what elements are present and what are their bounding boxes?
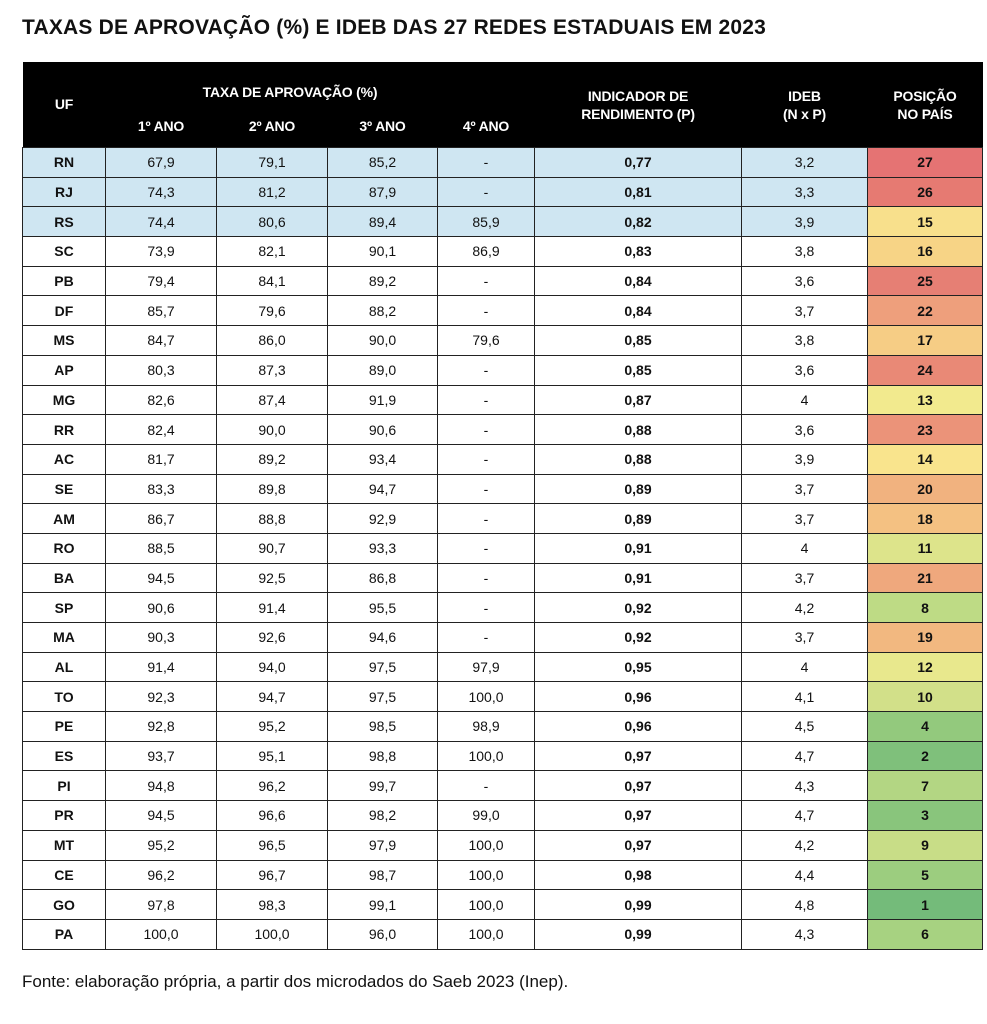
cell-uf: BA — [23, 563, 106, 593]
table-row — [23, 771, 983, 801]
table-row — [23, 563, 983, 593]
cell-uf: MG — [23, 385, 106, 415]
cell-ano2: 86,0 — [217, 326, 328, 356]
cell-uf: AM — [23, 504, 106, 534]
cell-posicao: 9 — [868, 830, 983, 860]
cell-posicao: 18 — [868, 504, 983, 534]
cell-posicao: 7 — [868, 771, 983, 801]
source-note: Fonte: elaboração própria, a partir dos microdados do Saeb 2023 (Inep). — [22, 972, 569, 991]
cell-ano4: 99,0 — [438, 801, 535, 831]
cell-posicao: 26 — [868, 177, 983, 207]
cell-ano2: 92,6 — [217, 623, 328, 653]
cell-ano2: 79,1 — [217, 148, 328, 178]
cell-ano3: 92,9 — [328, 504, 438, 534]
cell-ano4: - — [438, 444, 535, 474]
cell-uf: AL — [23, 652, 106, 682]
cell-ano1: 67,9 — [106, 148, 217, 178]
cell-indicador: 0,96 — [535, 712, 742, 742]
header-posicao — [868, 62, 983, 148]
cell-ano3: 90,1 — [328, 237, 438, 267]
header-ano1 — [106, 105, 217, 148]
cell-ano1: 90,3 — [106, 623, 217, 653]
cell-ano1: 82,6 — [106, 385, 217, 415]
cell-ano4: - — [438, 533, 535, 563]
cell-ano3: 87,9 — [328, 177, 438, 207]
cell-indicador: 0,98 — [535, 860, 742, 890]
cell-ideb: 3,8 — [742, 326, 868, 356]
cell-ideb: 4,7 — [742, 801, 868, 831]
cell-ano1: 82,4 — [106, 415, 217, 445]
table-row — [23, 682, 983, 712]
table-row — [23, 326, 983, 356]
table-row — [23, 474, 983, 504]
cell-ideb: 4,2 — [742, 593, 868, 623]
cell-ideb: 4,3 — [742, 771, 868, 801]
cell-ideb: 4,5 — [742, 712, 868, 742]
cell-ano1: 74,4 — [106, 207, 217, 237]
cell-ano1: 97,8 — [106, 890, 217, 920]
cell-indicador: 0,92 — [535, 623, 742, 653]
header-uf — [23, 62, 106, 148]
table-row — [23, 237, 983, 267]
cell-posicao: 14 — [868, 444, 983, 474]
cell-uf: PE — [23, 712, 106, 742]
cell-ano3: 90,6 — [328, 415, 438, 445]
cell-ano1: 94,8 — [106, 771, 217, 801]
cell-posicao: 8 — [868, 593, 983, 623]
cell-posicao: 5 — [868, 860, 983, 890]
cell-ano3: 97,5 — [328, 682, 438, 712]
cell-ano2: 87,4 — [217, 385, 328, 415]
cell-ano2: 92,5 — [217, 563, 328, 593]
cell-indicador: 0,88 — [535, 444, 742, 474]
cell-ano4: - — [438, 415, 535, 445]
cell-ano2: 95,2 — [217, 712, 328, 742]
cell-ano3: 98,7 — [328, 860, 438, 890]
table-row — [23, 860, 983, 890]
cell-ano2: 94,0 — [217, 652, 328, 682]
cell-ano1: 88,5 — [106, 533, 217, 563]
cell-posicao: 2 — [868, 741, 983, 771]
cell-posicao: 22 — [868, 296, 983, 326]
header-ano2-label: 2º ANO — [248, 117, 296, 134]
cell-posicao: 27 — [868, 148, 983, 178]
cell-indicador: 0,82 — [535, 207, 742, 237]
header-ideb-line1: IDEB — [788, 87, 821, 104]
cell-ano1: 100,0 — [106, 919, 217, 949]
cell-uf: SE — [23, 474, 106, 504]
cell-ano1: 81,7 — [106, 444, 217, 474]
cell-ideb: 4,2 — [742, 830, 868, 860]
cell-uf: AC — [23, 444, 106, 474]
cell-ano3: 94,7 — [328, 474, 438, 504]
cell-uf: RR — [23, 415, 106, 445]
table-row — [23, 741, 983, 771]
cell-indicador: 0,81 — [535, 177, 742, 207]
cell-ano2: 96,6 — [217, 801, 328, 831]
cell-ano3: 89,4 — [328, 207, 438, 237]
table-row — [23, 355, 983, 385]
cell-ano2: 87,3 — [217, 355, 328, 385]
cell-posicao: 21 — [868, 563, 983, 593]
cell-indicador: 0,88 — [535, 415, 742, 445]
cell-uf: PI — [23, 771, 106, 801]
table-row — [23, 415, 983, 445]
cell-posicao: 23 — [868, 415, 983, 445]
cell-ano4: - — [438, 177, 535, 207]
cell-ano3: 89,0 — [328, 355, 438, 385]
cell-uf: AP — [23, 355, 106, 385]
cell-indicador: 0,91 — [535, 563, 742, 593]
table-row — [23, 207, 983, 237]
header-indicador-line1: INDICADOR DE — [587, 87, 689, 104]
cell-uf: TO — [23, 682, 106, 712]
cell-ano4: - — [438, 771, 535, 801]
cell-ano3: 99,1 — [328, 890, 438, 920]
cell-ano3: 85,2 — [328, 148, 438, 178]
cell-ideb: 4,8 — [742, 890, 868, 920]
cell-ano2: 96,2 — [217, 771, 328, 801]
cell-ideb: 4,1 — [742, 682, 868, 712]
table-row — [23, 533, 983, 563]
cell-ano2: 95,1 — [217, 741, 328, 771]
cell-ano3: 94,6 — [328, 623, 438, 653]
header-indicador-line2: RENDIMENTO (P) — [581, 105, 695, 122]
cell-indicador: 0,97 — [535, 801, 742, 831]
cell-ano3: 97,5 — [328, 652, 438, 682]
cell-ideb: 3,2 — [742, 148, 868, 178]
cell-uf: RS — [23, 207, 106, 237]
header-posicao-line2: NO PAÍS — [897, 105, 953, 122]
cell-uf: ES — [23, 741, 106, 771]
cell-posicao: 13 — [868, 385, 983, 415]
table-row — [23, 712, 983, 742]
cell-ano4: 100,0 — [438, 919, 535, 949]
cell-posicao: 4 — [868, 712, 983, 742]
cell-indicador: 0,91 — [535, 533, 742, 563]
header-indicador — [535, 62, 742, 148]
cell-uf: SC — [23, 237, 106, 267]
table-title: TAXAS DE APROVAÇÃO (%) E IDEB DAS 27 REDES ESTADUAIS EM 2023 — [22, 16, 767, 39]
cell-uf: CE — [23, 860, 106, 890]
cell-ano1: 83,3 — [106, 474, 217, 504]
cell-ano2: 100,0 — [217, 919, 328, 949]
table-row — [23, 385, 983, 415]
cell-ano2: 90,0 — [217, 415, 328, 445]
cell-uf: MT — [23, 830, 106, 860]
cell-uf: RO — [23, 533, 106, 563]
cell-posicao: 6 — [868, 919, 983, 949]
cell-ano4: 100,0 — [438, 890, 535, 920]
cell-posicao: 25 — [868, 266, 983, 296]
cell-ano4: - — [438, 385, 535, 415]
cell-indicador: 0,92 — [535, 593, 742, 623]
cell-ano1: 92,8 — [106, 712, 217, 742]
cell-ano4: - — [438, 474, 535, 504]
cell-ano2: 96,5 — [217, 830, 328, 860]
cell-ano3: 99,7 — [328, 771, 438, 801]
header-ano2 — [217, 105, 328, 148]
cell-indicador: 0,84 — [535, 266, 742, 296]
header-ano1-label: 1º ANO — [137, 117, 185, 134]
cell-ano4: 97,9 — [438, 652, 535, 682]
cell-posicao: 24 — [868, 355, 983, 385]
cell-ano2: 79,6 — [217, 296, 328, 326]
table-row — [23, 266, 983, 296]
cell-ano4: 100,0 — [438, 741, 535, 771]
header-ano4 — [438, 105, 535, 148]
cell-uf: MS — [23, 326, 106, 356]
cell-indicador: 0,89 — [535, 504, 742, 534]
cell-indicador: 0,99 — [535, 919, 742, 949]
table-row — [23, 504, 983, 534]
cell-ano3: 91,9 — [328, 385, 438, 415]
cell-ano3: 89,2 — [328, 266, 438, 296]
cell-ano2: 91,4 — [217, 593, 328, 623]
cell-ano3: 90,0 — [328, 326, 438, 356]
cell-ano4: 100,0 — [438, 830, 535, 860]
cell-ano1: 90,6 — [106, 593, 217, 623]
cell-uf: GO — [23, 890, 106, 920]
table-body — [23, 148, 983, 950]
table-row — [23, 801, 983, 831]
cell-ano1: 84,7 — [106, 326, 217, 356]
cell-posicao: 19 — [868, 623, 983, 653]
cell-posicao: 20 — [868, 474, 983, 504]
cell-ano1: 94,5 — [106, 563, 217, 593]
cell-ano4: - — [438, 266, 535, 296]
header-uf-label: UF — [54, 96, 74, 112]
cell-ideb: 3,7 — [742, 504, 868, 534]
cell-ideb: 4 — [742, 652, 868, 682]
cell-ideb: 3,3 — [742, 177, 868, 207]
cell-uf: DF — [23, 296, 106, 326]
cell-indicador: 0,99 — [535, 890, 742, 920]
table-row — [23, 890, 983, 920]
cell-ano4: - — [438, 504, 535, 534]
cell-uf: RN — [23, 148, 106, 178]
cell-ano2: 89,2 — [217, 444, 328, 474]
header-ideb-line2: (N x P) — [783, 105, 826, 122]
cell-ideb: 3,9 — [742, 444, 868, 474]
cell-ano4: - — [438, 355, 535, 385]
header-ano4-label: 4º ANO — [462, 117, 510, 134]
cell-ano3: 98,8 — [328, 741, 438, 771]
cell-ano3: 96,0 — [328, 919, 438, 949]
header-ano3 — [328, 105, 438, 148]
cell-ideb: 4,3 — [742, 919, 868, 949]
cell-indicador: 0,95 — [535, 652, 742, 682]
cell-uf: PR — [23, 801, 106, 831]
table-row — [23, 623, 983, 653]
cell-ano3: 88,2 — [328, 296, 438, 326]
cell-uf: MA — [23, 623, 106, 653]
table-row — [23, 177, 983, 207]
cell-ano2: 89,8 — [217, 474, 328, 504]
header-posicao-line1: POSIÇÃO — [893, 87, 957, 104]
cell-ano3: 93,4 — [328, 444, 438, 474]
cell-posicao: 16 — [868, 237, 983, 267]
cell-ideb: 3,8 — [742, 237, 868, 267]
cell-ano4: - — [438, 593, 535, 623]
cell-indicador: 0,83 — [535, 237, 742, 267]
cell-uf: PB — [23, 266, 106, 296]
header-taxa-group — [106, 62, 535, 105]
cell-ideb: 4 — [742, 385, 868, 415]
data-table — [22, 62, 983, 950]
cell-ano1: 74,3 — [106, 177, 217, 207]
cell-ano3: 86,8 — [328, 563, 438, 593]
cell-ano4: - — [438, 563, 535, 593]
cell-ano2: 94,7 — [217, 682, 328, 712]
table-row — [23, 593, 983, 623]
cell-ano4: - — [438, 148, 535, 178]
cell-ideb: 3,7 — [742, 296, 868, 326]
cell-ideb: 4,4 — [742, 860, 868, 890]
cell-ano2: 88,8 — [217, 504, 328, 534]
header-ano3-label: 3º ANO — [359, 117, 406, 134]
cell-ano2: 98,3 — [217, 890, 328, 920]
cell-ano1: 86,7 — [106, 504, 217, 534]
cell-ideb: 4 — [742, 533, 868, 563]
cell-ano4: 100,0 — [438, 682, 535, 712]
cell-ideb: 3,7 — [742, 563, 868, 593]
cell-ano1: 96,2 — [106, 860, 217, 890]
table-row — [23, 652, 983, 682]
cell-indicador: 0,97 — [535, 741, 742, 771]
cell-ano2: 82,1 — [217, 237, 328, 267]
cell-ideb: 3,6 — [742, 355, 868, 385]
cell-ano4: 79,6 — [438, 326, 535, 356]
cell-ano1: 95,2 — [106, 830, 217, 860]
cell-ano3: 98,5 — [328, 712, 438, 742]
cell-ano2: 81,2 — [217, 177, 328, 207]
cell-ano1: 93,7 — [106, 741, 217, 771]
cell-uf: RJ — [23, 177, 106, 207]
cell-ano2: 84,1 — [217, 266, 328, 296]
table-row — [23, 296, 983, 326]
cell-posicao: 10 — [868, 682, 983, 712]
cell-ano1: 92,3 — [106, 682, 217, 712]
cell-ano3: 98,2 — [328, 801, 438, 831]
cell-posicao: 1 — [868, 890, 983, 920]
cell-ideb: 3,7 — [742, 623, 868, 653]
cell-ano1: 73,9 — [106, 237, 217, 267]
cell-ano4: - — [438, 623, 535, 653]
cell-ano1: 80,3 — [106, 355, 217, 385]
cell-ideb: 3,7 — [742, 474, 868, 504]
cell-indicador: 0,77 — [535, 148, 742, 178]
table-row — [23, 830, 983, 860]
cell-posicao: 12 — [868, 652, 983, 682]
cell-ano3: 93,3 — [328, 533, 438, 563]
table-header — [23, 62, 983, 148]
cell-indicador: 0,85 — [535, 326, 742, 356]
cell-indicador: 0,97 — [535, 771, 742, 801]
cell-ano2: 90,7 — [217, 533, 328, 563]
cell-ano1: 85,7 — [106, 296, 217, 326]
cell-ideb: 3,6 — [742, 415, 868, 445]
cell-ano1: 79,4 — [106, 266, 217, 296]
cell-indicador: 0,87 — [535, 385, 742, 415]
cell-indicador: 0,84 — [535, 296, 742, 326]
table-row — [23, 148, 983, 178]
cell-ano4: 85,9 — [438, 207, 535, 237]
cell-ano4: 98,9 — [438, 712, 535, 742]
table-row — [23, 919, 983, 949]
cell-ideb: 3,6 — [742, 266, 868, 296]
cell-ano1: 91,4 — [106, 652, 217, 682]
cell-indicador: 0,89 — [535, 474, 742, 504]
cell-uf: SP — [23, 593, 106, 623]
cell-uf: PA — [23, 919, 106, 949]
cell-ano4: - — [438, 296, 535, 326]
cell-posicao: 17 — [868, 326, 983, 356]
cell-posicao: 15 — [868, 207, 983, 237]
cell-ano3: 97,9 — [328, 830, 438, 860]
cell-ideb: 4,7 — [742, 741, 868, 771]
table-row — [23, 444, 983, 474]
cell-ano2: 80,6 — [217, 207, 328, 237]
cell-ano1: 94,5 — [106, 801, 217, 831]
cell-posicao: 11 — [868, 533, 983, 563]
cell-ano4: 86,9 — [438, 237, 535, 267]
cell-indicador: 0,85 — [535, 355, 742, 385]
cell-ano3: 95,5 — [328, 593, 438, 623]
header-taxa-group-label: TAXA DE APROVAÇÃO (%) — [202, 83, 378, 100]
cell-ideb: 3,9 — [742, 207, 868, 237]
cell-ano2: 96,7 — [217, 860, 328, 890]
cell-ano4: 100,0 — [438, 860, 535, 890]
cell-indicador: 0,96 — [535, 682, 742, 712]
cell-posicao: 3 — [868, 801, 983, 831]
header-ideb — [742, 62, 868, 148]
cell-indicador: 0,97 — [535, 830, 742, 860]
